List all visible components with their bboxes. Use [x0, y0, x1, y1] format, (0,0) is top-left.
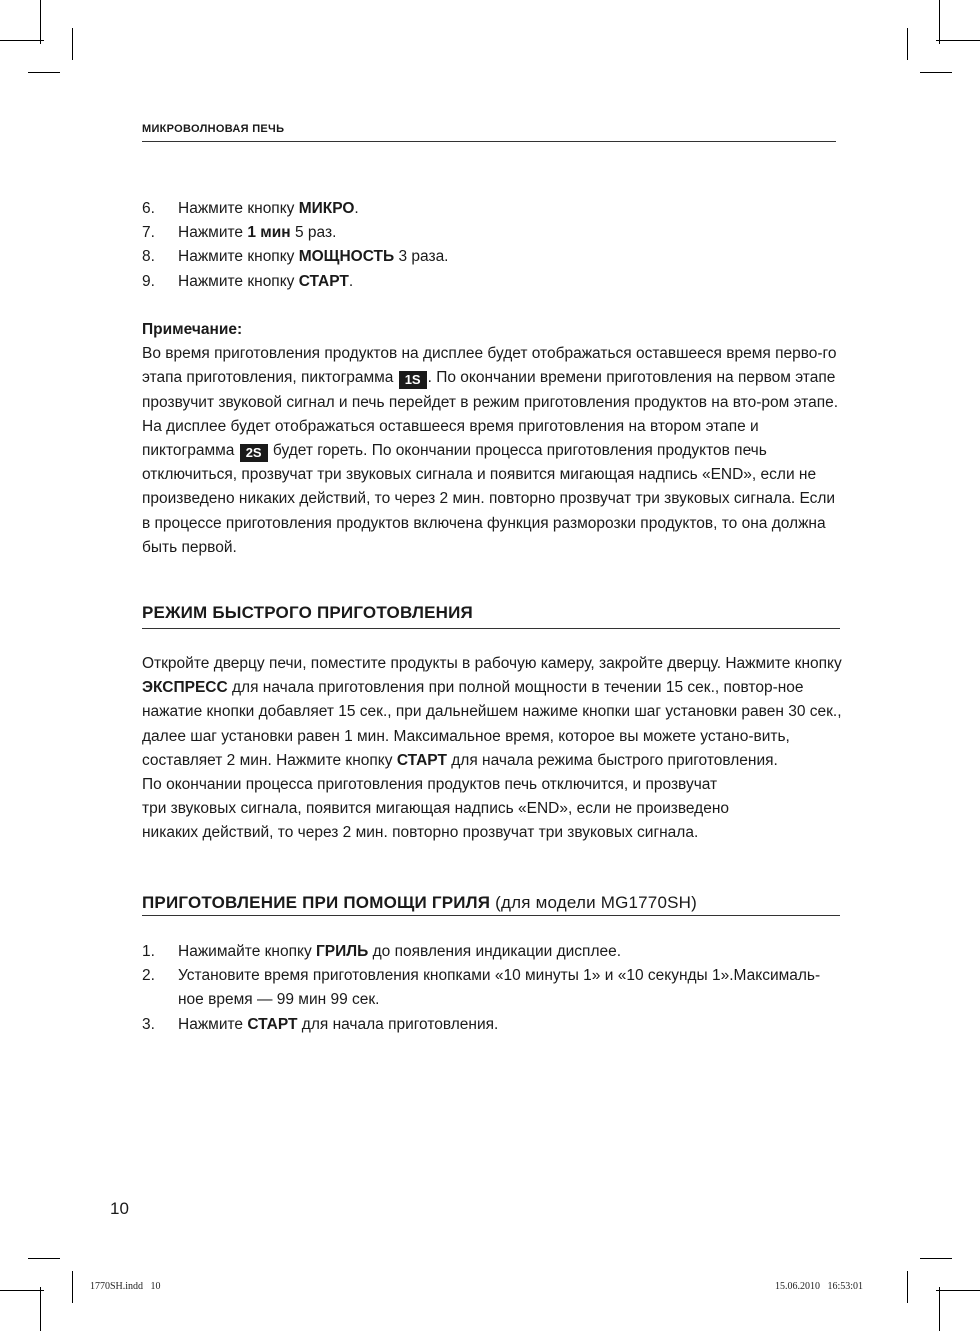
crop-mark [920, 1258, 952, 1259]
header-title: МИКРОВОЛНОВАЯ ПЕЧЬ [142, 123, 285, 135]
step-text: для начала приготовления. [297, 1015, 499, 1033]
step-text: Нажимайте кнопку [178, 943, 316, 960]
section-title [142, 893, 840, 913]
step-text: 3 раза. [394, 248, 449, 266]
note-text-part: Во время приготовления продуктов на дисплее будет отображаться оставшееся время перво-го этапа приготовления, пиктограмма [142, 345, 837, 387]
list-item [142, 964, 842, 1012]
crop-mark [936, 40, 980, 41]
crop-mark [0, 1290, 44, 1291]
list-item [142, 245, 842, 269]
step-keyword: СТАРТ [247, 1015, 298, 1033]
crop-mark [936, 1290, 980, 1291]
list-item [142, 1013, 842, 1037]
crop-mark [907, 28, 908, 60]
list-item [142, 270, 842, 294]
crop-mark [0, 40, 44, 41]
crop-mark [939, 1287, 940, 1331]
list-item [142, 940, 842, 964]
grill-section-heading [142, 893, 840, 913]
note-block [142, 318, 842, 560]
step-text: Нажмите кнопку [178, 200, 299, 217]
running-header [142, 123, 836, 135]
step-text: Нажмите кнопку [178, 248, 299, 266]
express-paragraph [142, 652, 842, 846]
note-text-part: . По окончании времени приготовления на первом этапе прозвучит звуковой сигнал и печь перейдет в режим приготовления продуктов на вто-ром этапе. На дисплее будет отображаться оставшееся время приготовления на втором этапе и пиктограмма [142, 369, 839, 460]
crop-mark [28, 72, 60, 73]
section-subtitle: (для модели MG1770SH) [495, 893, 697, 912]
crop-mark [40, 0, 41, 44]
step-text: до появления индикации дисплее. [368, 943, 622, 960]
step-text: Нажмите кнопку [178, 272, 299, 290]
crop-mark [40, 1287, 41, 1331]
list-item [142, 221, 842, 245]
section-rule [142, 915, 840, 916]
slug-file: 1770SH.indd 10 [90, 1281, 161, 1292]
note-text-part: будет гореть. По окончании процесса приготовления продуктов печь отключиться, прозвучат три звуковых сигнала и появится мигающая надпись «END», если не произведено никаких действий, то через 2 мин. повторно прозвучат три звуковых сигнала. Если в процессе приготовления продуктов включена функция разморозки продуктов, то она должна быть первой. [142, 442, 836, 556]
step-keyword: МИКРО [298, 200, 355, 217]
crop-mark [907, 1271, 908, 1303]
microwave-steps-list [142, 197, 842, 294]
paragraph-line: три звуковых сигнала, появится мигающая надпись «END», если не произведено [142, 800, 730, 818]
step-number: 1. [142, 943, 155, 960]
grill-steps-list [142, 940, 842, 1037]
step-keyword: ГРИЛЬ [316, 943, 369, 960]
list-item [142, 197, 842, 221]
paragraph-line: никаких действий, то через 2 мин. повторно прозвучат три звуковых сигнала. [142, 824, 699, 842]
text-run: Откройте дверцу печи, поместите продукты в рабочую камеру, закройте дверцу. Нажмите кнопку [142, 655, 842, 672]
section-title-text: ПРИГОТОВЛЕНИЕ ПРИ ПОМОЩИ ГРИЛЯ [142, 893, 491, 912]
step-text: . [348, 272, 354, 290]
slug-datetime: 15.06.2010 16:53:01 [775, 1281, 864, 1292]
paragraph-line: По окончании процесса приготовления продуктов печь отключится, и прозвучат [142, 776, 718, 794]
crop-mark [72, 28, 73, 60]
crop-mark [72, 1271, 73, 1303]
step-number: 7. [142, 224, 155, 242]
stage-2-pictogram-icon: 2S [240, 444, 268, 462]
step-number: 2. [142, 967, 155, 985]
text-run: для начала приготовления при полной мощности в течении 15 сек., повтор-ное нажатие кнопки добавляет 15 сек., при дальнейшем нажиме кнопки шаг установки равен 30 сек., далее шаг установки равен 1 мин. Максимальное время, которое вы можете устано-вить, составляет 2 мин. Нажмите кнопку [142, 679, 842, 769]
note-text [142, 342, 842, 560]
stage-1-pictogram-icon: 1S [399, 371, 427, 389]
crop-mark [939, 0, 940, 44]
step-text: Нажмите [178, 224, 248, 242]
step-number: 3. [142, 1015, 155, 1033]
paragraph-text [142, 652, 842, 773]
step-number: 6. [142, 200, 155, 217]
step-keyword: МОЩНОСТЬ [298, 248, 395, 266]
section-rule [142, 628, 840, 629]
step-number: 9. [142, 272, 155, 290]
section-title: РЕЖИМ БЫСТРОГО ПРИГОТОВЛЕНИЯ [142, 603, 473, 622]
step-keyword: СТАРТ [298, 272, 349, 290]
step-number: 8. [142, 248, 155, 266]
step-text: Нажмите [178, 1015, 248, 1033]
button-keyword: СТАРТ [396, 751, 447, 769]
page-number: 10 [110, 1199, 129, 1218]
text-run: для начала режима быстрого приготовления. [451, 751, 778, 769]
header-rule [142, 141, 836, 142]
step-text: Установите время приготовления кнопками «10 минуты 1» и «10 секунды 1».Максималь-ное время — 99 мин 99 сек. [178, 967, 821, 1009]
crop-mark [920, 72, 952, 73]
step-text: 5 раз. [290, 224, 337, 242]
step-keyword: 1 мин [247, 224, 291, 242]
button-keyword: ЭКСПРЕСС [142, 679, 228, 697]
express-section-heading [142, 603, 840, 623]
note-title: Примечание: [142, 321, 243, 338]
step-text: . [354, 200, 359, 217]
crop-mark [28, 1258, 60, 1259]
